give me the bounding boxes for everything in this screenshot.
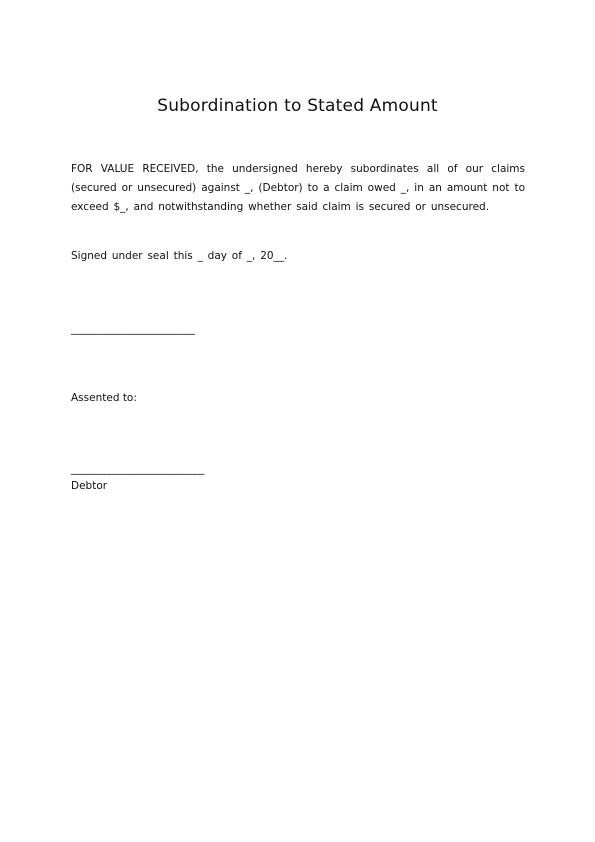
signature-line: __________________________ — [71, 323, 195, 335]
page-title: Subordination to Stated Amount — [157, 96, 438, 116]
assented-to-label: Assented to: — [71, 392, 137, 404]
debtor-signature-line: ____________________________ — [71, 463, 204, 475]
subordination-paragraph: FOR VALUE RECEIVED, the undersigned hereby subordinates all of our claims (secured or unsecured) against _, (Debtor) to a claim owed _, in an amount not to exceed $_, and notwithstanding whether said claim is secured or unsecured. — [71, 163, 525, 213]
signed-under-seal-text: Signed under seal this _ day of _, 20__. — [71, 250, 288, 262]
debtor-label: Debtor — [71, 480, 108, 492]
